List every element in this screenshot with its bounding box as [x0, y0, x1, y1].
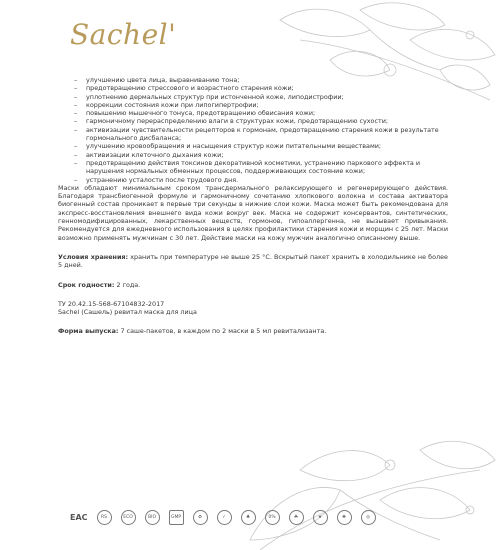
release-form-label: Форма выпуска:: [58, 327, 119, 336]
list-item: – коррекции состояния кожи при липогипертрофии;: [86, 101, 448, 109]
product-name-line: Sachel (Сашель) ревитал маска для лица: [58, 308, 197, 317]
list-item: – предотвращению действия токсинов декоративной косметики, устранению паркового эффекта и нарушения нормальных обменных процессов, поддерживающих состояние кожи;: [86, 159, 448, 176]
eac-mark-icon: EAC: [70, 513, 88, 522]
shelf-life: [58, 281, 448, 289]
cert-icon: RS: [97, 510, 112, 525]
cert-icon: GMP: [169, 510, 184, 525]
content-block: [58, 76, 448, 336]
certification-icons: [70, 510, 376, 525]
shelf-life-label: Срок годности:: [58, 280, 115, 289]
tu-line: ТУ 20.42.15-568-67104832-2017: [58, 299, 165, 308]
list-item: – предотвращению стрессового и возрастного старения кожи;: [86, 84, 448, 92]
cert-icon: 0%: [265, 510, 280, 525]
cert-icon: ♣: [241, 510, 256, 525]
recycle-icon: ♻: [193, 510, 208, 525]
leaf-icon: ☘: [289, 510, 304, 525]
cert-icon: ECO: [121, 510, 136, 525]
brand-logo: Sachel': [70, 18, 177, 51]
cert-icon: ◎: [361, 510, 376, 525]
shelf-life-text: 2 года.: [114, 280, 141, 289]
star-icon: ★: [313, 510, 328, 525]
list-item: – устранению усталости после трудового дня.: [86, 176, 448, 184]
list-item: – активизации чувствительности рецепторов к гормонам, предотвращению старения кожи в результате гормонального дисбаланса;: [86, 126, 448, 143]
list-item: – повышению мышечного тонуса, предотвращению обвисания кожи;: [86, 109, 448, 117]
cert-icon: BIO: [145, 510, 160, 525]
storage-label: Условия хранения:: [58, 252, 129, 261]
cross-icon: ✚: [337, 510, 352, 525]
list-item: – улучшению кровообращения и насыщения структур кожи питательными веществами;: [86, 142, 448, 150]
description-paragraph: Маски обладают минимальным сроком трансдермального релаксирующего и регенерирующего действия. Благодаря трансбиогенной формуле и гармоничному сочетанию хлопкового волокна и состава активатора биогенный состав проникает в первые три секунды в нижние слои кожи. Маска может быть рекомендована для экспресс-восстановления внешнего вида кожи вокруг век. Маска не содержит консервантов, синтетических, генномодифицированных, лекарственных веществ, гормонов, гипоаллергенна, не вызывает привыкания. Рекомендуется для ежедневного использования в целях профилактики старения кожи и морщин с 25 лет. Маски возможно применять мужчинам с 30 лет. Действие маски на кожу мужчин аналогично описанному выше.: [58, 183, 448, 242]
release-form: [58, 327, 448, 335]
floral-ornament-bottom: [0, 430, 500, 550]
list-item: – гармоничному перераспределению влаги в структурах кожи, предотвращению сухости;: [86, 117, 448, 125]
release-form-text: 7 саше-пакетов, в каждом по 2 маски в 5 мл ревитализанта.: [118, 327, 327, 336]
list-item: – уплотнению дермальных структур при истонченной коже, липодистрофии;: [86, 93, 448, 101]
list-item: – активизации клеточного дыхания кожи;: [86, 151, 448, 159]
storage-conditions: [58, 253, 448, 270]
check-icon: ✓: [217, 510, 232, 525]
list-item: – улучшению цвета лица, выравниванию тона;: [86, 76, 448, 84]
benefits-list: [58, 76, 448, 184]
storage-text: хранить при температуре не выше 25 °С. Вскрытый пакет хранить в холодильнике не более 5 дней.: [58, 252, 448, 270]
